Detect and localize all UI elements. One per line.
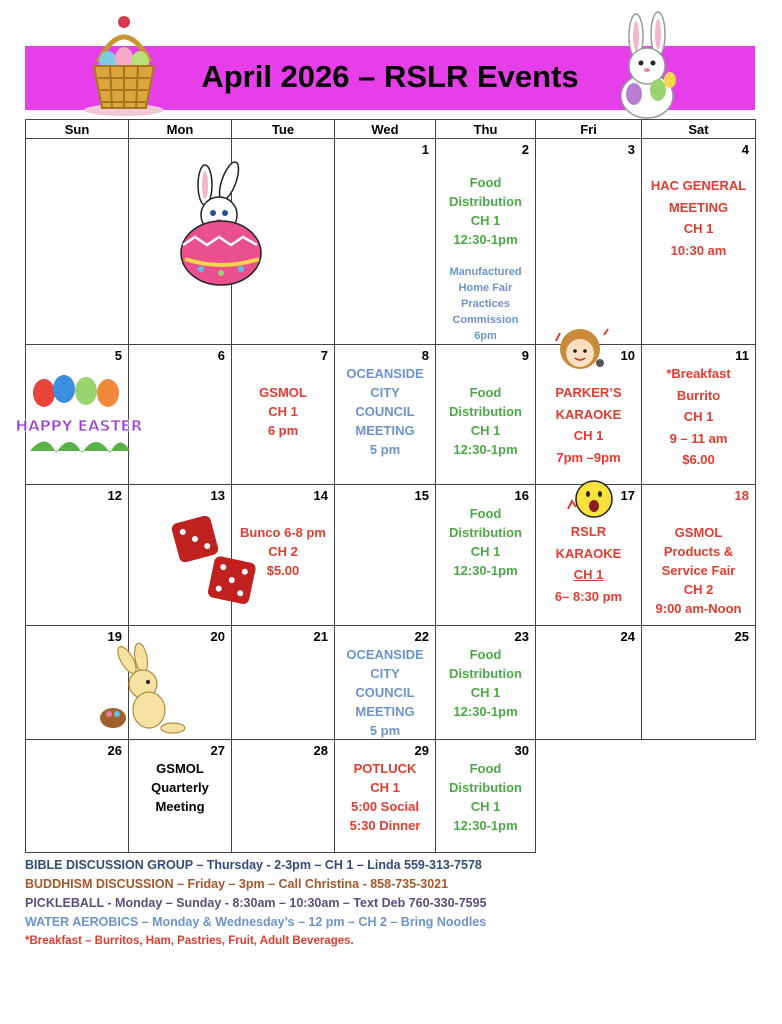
- day-cell: [129, 626, 232, 740]
- day-cell: [436, 345, 536, 485]
- day-cell: [335, 139, 436, 345]
- day-number: 20: [210, 629, 225, 644]
- day-number: 5: [114, 348, 122, 363]
- weekday-header: Thu: [436, 120, 536, 139]
- karaoke-girl-icon: [550, 323, 610, 377]
- day-cell: [232, 626, 335, 740]
- day-cell: [536, 626, 642, 740]
- day-cell: [15, 345, 143, 485]
- event-line: 12:30-1pm: [453, 704, 518, 719]
- week-row: [26, 345, 756, 485]
- event-line: *Breakfast: [666, 366, 731, 381]
- event-line: CITY: [370, 385, 400, 400]
- day-cell: [335, 485, 436, 626]
- day-number: 24: [620, 629, 635, 644]
- day-number: 17: [620, 488, 635, 503]
- event: [436, 173, 535, 249]
- day-cell: [436, 626, 536, 740]
- event: [335, 645, 435, 740]
- day-cell: [436, 139, 536, 345]
- weekday-header: Fri: [536, 120, 642, 139]
- event-line: CH 1: [683, 221, 714, 236]
- event-line: COUNCIL: [355, 404, 415, 419]
- day-number: 21: [313, 629, 328, 644]
- event-line: Food: [469, 506, 502, 521]
- event-line: 12:30-1pm: [453, 563, 518, 578]
- event: [335, 759, 435, 835]
- page-title: April 2026 – RSLR Events: [201, 59, 579, 94]
- day-cell: [536, 345, 642, 485]
- event-line: Service Fair: [661, 563, 736, 578]
- event: [642, 363, 755, 471]
- happy-easter-text: HAPPY EASTER: [15, 417, 143, 435]
- day-cell: [642, 626, 756, 740]
- day-number: 9: [521, 348, 529, 363]
- event-line: Manufactured: [449, 266, 522, 278]
- day-number: 2: [521, 142, 529, 157]
- day-cell: [26, 740, 129, 853]
- event-line: CH 1: [268, 404, 298, 419]
- day-cell: [335, 626, 436, 740]
- event-line: POTLUCK: [353, 761, 417, 776]
- day-cell: [536, 139, 642, 345]
- day-cell: [232, 345, 335, 485]
- event-line: MEETING: [668, 199, 729, 215]
- day-cell: [436, 485, 536, 626]
- day-number: 14: [313, 488, 328, 503]
- day-number: 1: [421, 142, 429, 157]
- event-line: Commission: [452, 314, 519, 326]
- event-line: GSMOL: [674, 525, 723, 540]
- event-line: Meeting: [155, 799, 205, 814]
- day-number: 19: [107, 629, 122, 644]
- event-line: OCEANSIDE: [346, 366, 424, 381]
- empty-cell: [536, 740, 642, 853]
- event-line: 6 pm: [267, 423, 299, 438]
- day-number: 29: [414, 743, 429, 758]
- day-cell: [26, 485, 129, 626]
- day-number: 12: [107, 488, 122, 503]
- day-cell: [642, 345, 756, 485]
- event-line: RSLR: [570, 524, 607, 539]
- event-line: CH 1: [683, 409, 714, 424]
- event-line: 12:30-1pm: [453, 818, 518, 833]
- event-line: CH 1: [470, 423, 501, 438]
- event-line: Food: [469, 647, 502, 662]
- bunny-icon: [606, 10, 688, 122]
- weekday-header: Wed: [335, 120, 436, 139]
- week-row: [26, 626, 756, 740]
- event-line: Distribution: [449, 666, 522, 681]
- calendar-grid: [15, 119, 756, 853]
- day-cell: [642, 485, 756, 626]
- weekday-header: Sun: [26, 120, 129, 139]
- event-line: MEETING: [355, 423, 415, 438]
- day-cell: [232, 139, 335, 345]
- event-line: Food: [469, 175, 502, 190]
- note-pickleball: PICKLEBALL - Monday – Sunday - 8:30am – 10:30am – Text Deb 760-330-7595: [25, 896, 487, 910]
- happy-easter-icon: [15, 371, 143, 461]
- day-number: 27: [210, 743, 225, 758]
- event: [536, 521, 641, 607]
- event-line: PARKER’S: [555, 385, 622, 400]
- event-line: CH 1: [573, 428, 604, 443]
- event-line: CH 1: [370, 780, 400, 795]
- event-line: MEETING: [355, 704, 415, 719]
- event-line: Quarterly: [151, 780, 209, 795]
- event-line: CH 1: [470, 213, 501, 228]
- week-row: [26, 740, 756, 853]
- event-line: Food: [469, 761, 502, 776]
- empty-cell: [642, 740, 756, 853]
- event-line: Distribution: [449, 780, 522, 795]
- event-line: 12:30-1pm: [453, 232, 518, 247]
- event-line: 5:30 Dinner: [349, 818, 421, 833]
- singing-emoji-icon: [566, 479, 616, 519]
- day-number: 26: [107, 743, 122, 758]
- event-line: Distribution: [449, 525, 522, 540]
- event-line: CITY: [370, 666, 400, 681]
- event: [436, 383, 535, 459]
- day-number: 7: [320, 348, 328, 363]
- day-number: 11: [735, 348, 749, 363]
- event: [642, 175, 755, 261]
- event-line: CH 1: [470, 799, 501, 814]
- event-line: GSMOL: [156, 761, 204, 776]
- event-line: Food: [469, 385, 502, 400]
- event-line: Bunco 6-8 pm: [240, 525, 326, 540]
- event-line: KARAOKE: [555, 406, 622, 422]
- easter-basket-icon: [78, 12, 170, 118]
- event: [642, 523, 755, 618]
- event-line: 5 pm: [369, 442, 401, 457]
- day-number: 15: [414, 488, 429, 503]
- event-line: GSMOL: [259, 385, 307, 400]
- day-cell: [129, 740, 232, 853]
- day-number: 30: [514, 743, 529, 758]
- event-line: 12:30-1pm: [453, 442, 518, 457]
- event: [536, 382, 641, 468]
- day-number: 22: [414, 629, 429, 644]
- day-cell: [129, 345, 232, 485]
- day-cell: [129, 485, 232, 626]
- day-number: 16: [514, 488, 529, 503]
- day-cell: [536, 485, 642, 626]
- event-line: CH 1: [470, 685, 501, 700]
- event: [436, 264, 535, 344]
- event-line: 9 – 11 am: [669, 430, 728, 446]
- day-cell: [436, 740, 536, 853]
- event-line: $5.00: [266, 563, 300, 578]
- event-line: 5:00 Social: [351, 799, 419, 814]
- day-number: 10: [620, 348, 635, 363]
- running-bunny-icon: [93, 646, 193, 738]
- note-water-aerobics: WATER AEROBICS – Monday & Wednesday’s – 12 pm – CH 2 – Bring Noodles: [25, 915, 487, 929]
- event-line: Distribution: [449, 404, 522, 419]
- event-line: Practices: [461, 298, 510, 310]
- weekday-header: Mon: [129, 120, 232, 139]
- event-line: 10:30 am: [670, 242, 727, 258]
- day-number: 6: [217, 348, 225, 363]
- note-bible: BIBLE DISCUSSION GROUP – Thursday - 2-3pm – CH 1 – Linda 559-313-7578: [25, 858, 482, 872]
- event: [436, 759, 535, 835]
- event-line: 6– 8:30 pm: [554, 588, 623, 604]
- day-cell: [335, 345, 436, 485]
- day-cell: [642, 139, 756, 345]
- event-line: Burrito: [676, 387, 721, 403]
- note-buddhism: BUDDHISM DISCUSSION – Friday – 3pm – Call Christina - 858-735-3021: [25, 877, 449, 891]
- week-row: [26, 485, 756, 626]
- day-number: 4: [741, 142, 749, 157]
- event-line: CH 1: [470, 544, 501, 559]
- event-line: 5 pm: [369, 723, 401, 738]
- day-cell: [232, 740, 335, 853]
- event: [129, 759, 231, 816]
- weekday-header: Sat: [642, 120, 756, 139]
- day-cell: [129, 139, 232, 345]
- day-number: 13: [210, 488, 225, 503]
- event-line: CH 2: [683, 582, 714, 597]
- day-number: 25: [734, 629, 749, 644]
- event-line: KARAOKE: [555, 545, 622, 561]
- weekday-header: Tue: [232, 120, 335, 139]
- event-line: OCEANSIDE: [346, 647, 424, 662]
- event: [436, 504, 535, 580]
- week-row: [26, 139, 756, 345]
- event-line: HAC GENERAL: [650, 178, 747, 193]
- weekday-header-row: [26, 120, 756, 139]
- event-line: Home Fair: [458, 282, 513, 294]
- recurring-events-notes: [25, 856, 487, 951]
- day-cell: [26, 139, 129, 345]
- event-line: 9:00 am-Noon: [655, 601, 742, 616]
- day-number: 23: [514, 629, 529, 644]
- event-line: CH 1: [573, 567, 604, 582]
- event-line: 6pm: [474, 330, 497, 342]
- day-number: 8: [421, 348, 429, 363]
- event-line: CH 2: [268, 544, 298, 559]
- day-number: 3: [627, 142, 635, 157]
- event: [436, 645, 535, 721]
- day-cell: [335, 740, 436, 853]
- event-line: $6.00: [682, 452, 715, 467]
- event-line: COUNCIL: [355, 685, 415, 700]
- day-cell: [232, 485, 335, 626]
- event-line: Products &: [663, 544, 734, 559]
- event-line: Distribution: [449, 194, 522, 209]
- event: [232, 523, 334, 580]
- note-breakfast: *Breakfast – Burritos, Ham, Pastries, Fruit, Adult Beverages.: [25, 935, 354, 947]
- day-number: 28: [313, 743, 328, 758]
- event-line: 7pm –9pm: [556, 449, 621, 465]
- day-number: 18: [734, 488, 749, 503]
- event: [232, 383, 334, 440]
- event: [335, 364, 435, 459]
